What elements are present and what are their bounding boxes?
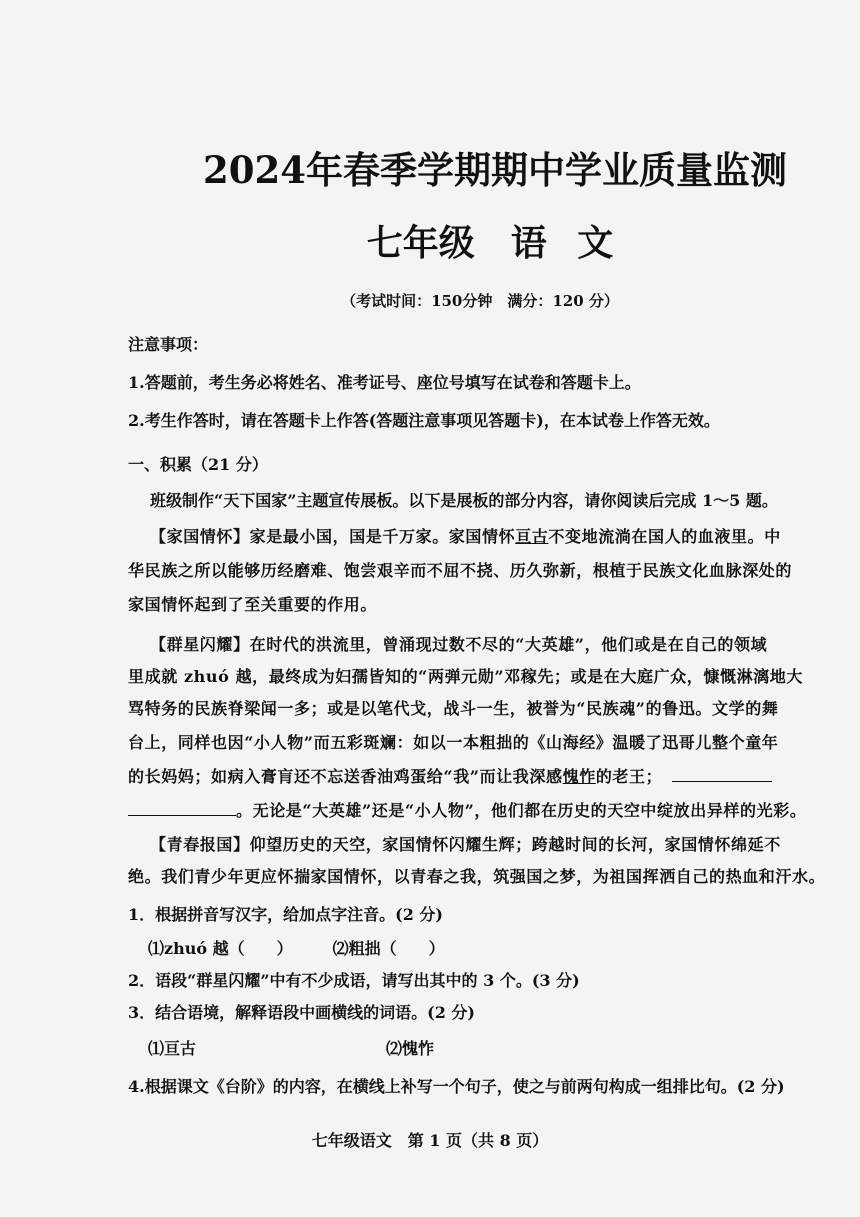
notice-heading: 注意事项： bbox=[128, 335, 209, 354]
text-run: 。无论是“大英雄”还是“小人物”，他们都在历史的天空中绽放出异样的光彩。 bbox=[236, 801, 807, 820]
paragraph-line: 华民族之所以能够历经磨难、饱尝艰辛而不屈不挠、历久弥新，根植于民族文化血脉深处的 bbox=[128, 561, 793, 580]
question-1: 1．根据拼音写汉字，给加点字注音。(2 分) bbox=[128, 905, 443, 924]
underlined-word: 愧怍 bbox=[562, 767, 596, 786]
question-1-part-a: ⑴zhuó 越（ ） bbox=[148, 939, 293, 958]
paragraph-line: 台上，同样也因“小人物”而五彩斑斓：如以一本粗拙的《山海经》温暖了迅哥儿整个童年 bbox=[128, 733, 779, 752]
page-footer: 七年级语文 第 1 页（共 8 页） bbox=[311, 1131, 549, 1150]
paragraph-line: 骂特务的民族脊梁闻一多；或是以笔代戈，战斗一生，被誉为“民族魂”的鲁迅。文学的舞 bbox=[128, 699, 779, 718]
question-2: 2．语段“群星闪耀”中有不少成语，请写出其中的 3 个。(3 分) bbox=[128, 971, 580, 990]
text-run: 【家国情怀】家是最小国，国是千万家。家国情怀 bbox=[150, 527, 516, 546]
answer-blank bbox=[128, 799, 236, 816]
text-run: 的长妈妈；如病入膏肓还不忘送香油鸡蛋给“我”而让我深感 bbox=[128, 767, 563, 786]
question-3-part-b: ⑵愧怍 bbox=[386, 1039, 435, 1058]
paragraph-line: 家国情怀起到了至关重要的作用。 bbox=[128, 595, 378, 614]
paragraph-line: 【群星闪耀】在时代的洪流里，曾涌现过数不尽的“大英雄”，他们或是在自己的领域 bbox=[150, 635, 768, 654]
exam-title: 2024年春季学期期中学业质量监测 bbox=[203, 148, 787, 192]
subject-label: 语 文 bbox=[510, 222, 614, 264]
paragraph-line: 【青春报国】仰望历史的天空，家国情怀闪耀生辉；跨越时间的长河，家国情怀绵延不 bbox=[150, 835, 781, 854]
answer-blank bbox=[672, 765, 772, 782]
paragraph-line: 里成就 zhuó 越，最终成为妇孺皆知的“两弹元勋”邓稼先；或是在大庭广众，慷慨淋漓地大 bbox=[128, 667, 803, 686]
paragraph-line bbox=[128, 798, 807, 821]
text-run: 的老王； bbox=[595, 767, 663, 786]
question-4: 4.根据课文《台阶》的内容，在横线上补写一个句子，使之与前两句构成一组排比句。(2 分) bbox=[128, 1077, 785, 1096]
question-3-part-a: ⑴亘古 bbox=[148, 1039, 197, 1058]
paragraph-line bbox=[128, 764, 788, 787]
question-1-items bbox=[148, 936, 808, 959]
notice-item-2: 2.考生作答时，请在答题卡上作答(答题注意事项见答题卡)，在本试卷上作答无效。 bbox=[128, 411, 720, 430]
section-heading: 一、积累（21 分） bbox=[128, 455, 268, 474]
notice-item-1: 1.答题前，考生务必将姓名、准考证号、座位号填写在试卷和答题卡上。 bbox=[128, 373, 641, 392]
exam-subtitle bbox=[0, 215, 860, 266]
question-3: 3．结合语境，解释语段中画横线的词语。(2 分) bbox=[128, 1003, 475, 1022]
question-3-items bbox=[148, 1036, 808, 1059]
section-intro: 班级制作“天下国家”主题宣传展板。以下是展板的部分内容，请你阅读后完成 1～5 题。 bbox=[150, 491, 778, 510]
text-run: 不变地流淌在国人的血液里。中 bbox=[548, 527, 781, 546]
question-1-part-b: ⑵粗拙（ ） bbox=[332, 939, 445, 958]
paragraph-line bbox=[150, 524, 810, 547]
grade-label: 七年级 bbox=[366, 222, 475, 264]
paragraph-line: 绝。我们青少年更应怀揣家国情怀，以青春之我，筑强国之梦，为祖国挥洒自己的热血和汗水。 bbox=[128, 867, 826, 886]
underlined-word: 亘古 bbox=[515, 527, 549, 546]
exam-info: （考试时间：150分钟 满分：120 分） bbox=[341, 292, 619, 310]
